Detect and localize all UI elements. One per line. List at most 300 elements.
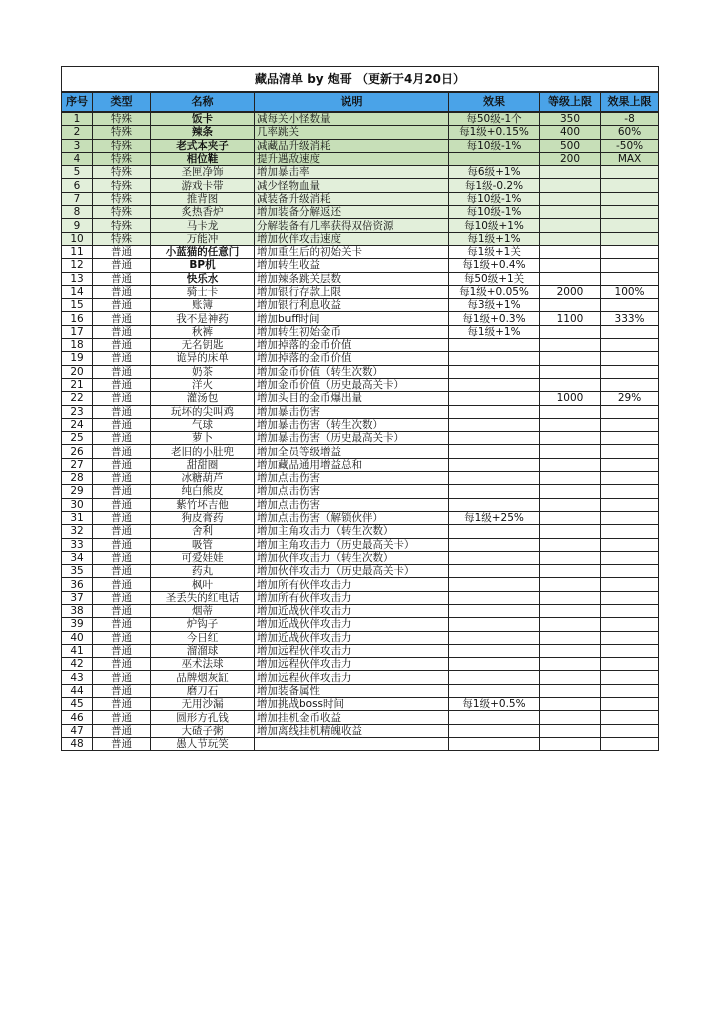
cell-name: 玩坏的尖叫鸡: [151, 405, 255, 418]
cell-effect-cap: 333%: [601, 312, 659, 325]
table-row: [62, 432, 659, 445]
cell-type: 普通: [93, 711, 151, 724]
cell-effect-cap: [601, 618, 659, 631]
cell-effect-cap: [601, 365, 659, 378]
cell-type: 普通: [93, 578, 151, 591]
table-row: [62, 272, 659, 285]
cell-level-cap: [540, 232, 601, 245]
cell-effect: [449, 378, 540, 391]
cell-desc: 增加重生后的初始关卡: [255, 245, 449, 258]
cell-desc: 增加银行利息收益: [255, 299, 449, 312]
cell-effect-cap: 60%: [601, 126, 659, 139]
header-effect: 效果: [449, 92, 540, 112]
table-row: [62, 724, 659, 737]
cell-effect: [449, 737, 540, 750]
cell-level-cap: [540, 538, 601, 551]
table-row: [62, 219, 659, 232]
cell-effect-cap: [601, 604, 659, 617]
cell-desc: [255, 737, 449, 750]
cell-effect-cap: [601, 339, 659, 352]
cell-effect: [449, 472, 540, 485]
cell-no: 16: [62, 312, 93, 325]
cell-desc: 增加点击伤害: [255, 485, 449, 498]
cell-no: 30: [62, 498, 93, 511]
cell-effect-cap: [601, 405, 659, 418]
cell-level-cap: 2000: [540, 285, 601, 298]
cell-name: 大碴子粥: [151, 724, 255, 737]
cell-no: 40: [62, 631, 93, 644]
cell-name: BP机: [151, 259, 255, 272]
cell-name: 诡异的床单: [151, 352, 255, 365]
cell-name: 品牌烟灰缸: [151, 671, 255, 684]
cell-effect-cap: [601, 551, 659, 564]
cell-type: 特殊: [93, 112, 151, 126]
cell-effect: [449, 658, 540, 671]
cell-desc: 增加伙伴攻击力（历史最高关卡）: [255, 565, 449, 578]
cell-effect: 每1级+0.3%: [449, 312, 540, 325]
cell-effect: [449, 631, 540, 644]
table-row: [62, 485, 659, 498]
cell-effect-cap: [601, 631, 659, 644]
cell-desc: 增加掉落的金币价值: [255, 339, 449, 352]
cell-type: 特殊: [93, 179, 151, 192]
cell-name: 马卡龙: [151, 219, 255, 232]
cell-type: 普通: [93, 285, 151, 298]
cell-name: 秋裤: [151, 325, 255, 338]
cell-level-cap: [540, 511, 601, 524]
cell-desc: 增加暴击伤害: [255, 405, 449, 418]
cell-effect: [449, 445, 540, 458]
cell-desc: 减装备升级消耗: [255, 192, 449, 205]
table-row: [62, 711, 659, 724]
cell-effect-cap: [601, 485, 659, 498]
cell-type: 普通: [93, 737, 151, 750]
cell-desc: 减藏品升级消耗: [255, 139, 449, 152]
cell-no: 32: [62, 525, 93, 538]
cell-name: 磨刀石: [151, 684, 255, 697]
cell-level-cap: [540, 259, 601, 272]
cell-no: 6: [62, 179, 93, 192]
cell-no: 12: [62, 259, 93, 272]
cell-name: 溜溜球: [151, 644, 255, 657]
cell-no: 3: [62, 139, 93, 152]
cell-effect-cap: [601, 498, 659, 511]
cell-desc: 增加点击伤害: [255, 472, 449, 485]
cell-effect: 每10级+1%: [449, 219, 540, 232]
cell-level-cap: [540, 245, 601, 258]
sheet-title: 藏品清单 by 炮哥 （更新于4月20日）: [62, 67, 659, 93]
cell-no: 14: [62, 285, 93, 298]
cell-no: 11: [62, 245, 93, 258]
cell-no: 48: [62, 737, 93, 750]
cell-no: 47: [62, 724, 93, 737]
cell-level-cap: [540, 591, 601, 604]
table-row: [62, 126, 659, 139]
cell-desc: 增加点击伤害: [255, 498, 449, 511]
table-row: [62, 458, 659, 471]
cell-level-cap: [540, 458, 601, 471]
cell-effect: [449, 551, 540, 564]
cell-name: 辣条: [151, 126, 255, 139]
cell-no: 44: [62, 684, 93, 697]
cell-effect: 每1级+0.05%: [449, 285, 540, 298]
table-row: [62, 698, 659, 711]
header-desc: 说明: [255, 92, 449, 112]
cell-level-cap: [540, 644, 601, 657]
cell-level-cap: [540, 179, 601, 192]
cell-no: 1: [62, 112, 93, 126]
cell-no: 41: [62, 644, 93, 657]
table-row: [62, 445, 659, 458]
cell-name: 紫竹坏吉他: [151, 498, 255, 511]
table-row: [62, 139, 659, 152]
cell-type: 普通: [93, 724, 151, 737]
cell-level-cap: [540, 206, 601, 219]
cell-desc: 增加挑战boss时间: [255, 698, 449, 711]
table-row: [62, 565, 659, 578]
cell-name: 炉钩子: [151, 618, 255, 631]
cell-name: 游戏卡带: [151, 179, 255, 192]
cell-effect-cap: [601, 711, 659, 724]
cell-desc: 增加远程伙伴攻击力: [255, 671, 449, 684]
cell-desc: 提升遇敌速度: [255, 152, 449, 165]
table-row: [62, 578, 659, 591]
cell-desc: 增加转生收益: [255, 259, 449, 272]
cell-name: 狗皮膏药: [151, 511, 255, 524]
cell-effect: 每3级+1%: [449, 299, 540, 312]
table-row: [62, 152, 659, 165]
cell-level-cap: [540, 166, 601, 179]
cell-effect: 每1级-0.2%: [449, 179, 540, 192]
cell-effect: [449, 392, 540, 405]
cell-no: 19: [62, 352, 93, 365]
table-row: [62, 604, 659, 617]
cell-effect: [449, 432, 540, 445]
cell-effect: [449, 671, 540, 684]
cell-type: 特殊: [93, 126, 151, 139]
cell-name: 万能冲: [151, 232, 255, 245]
cell-no: 28: [62, 472, 93, 485]
table-row: [62, 644, 659, 657]
cell-desc: 增加主角攻击力（转生次数）: [255, 525, 449, 538]
table-row: [62, 112, 659, 126]
cell-level-cap: [540, 578, 601, 591]
cell-no: 45: [62, 698, 93, 711]
cell-effect-cap: [601, 179, 659, 192]
table-row: [62, 418, 659, 431]
table-row: [62, 631, 659, 644]
table-row: [62, 325, 659, 338]
cell-level-cap: [540, 724, 601, 737]
cell-desc: 增加全员等级增益: [255, 445, 449, 458]
cell-no: 9: [62, 219, 93, 232]
cell-level-cap: [540, 485, 601, 498]
cell-level-cap: 350: [540, 112, 601, 126]
cell-name: 可爱娃娃: [151, 551, 255, 564]
cell-type: 普通: [93, 565, 151, 578]
cell-effect-cap: MAX: [601, 152, 659, 165]
cell-effect: [449, 591, 540, 604]
cell-level-cap: [540, 551, 601, 564]
cell-type: 普通: [93, 591, 151, 604]
header-type: 类型: [93, 92, 151, 112]
cell-desc: 增加伙伴攻击力（转生次数）: [255, 551, 449, 564]
table-row: [62, 525, 659, 538]
cell-effect: 每1级+1%: [449, 232, 540, 245]
cell-type: 普通: [93, 405, 151, 418]
cell-name: 巫术法球: [151, 658, 255, 671]
cell-name: 烟蒂: [151, 604, 255, 617]
cell-no: 7: [62, 192, 93, 205]
cell-desc: 分解装备有几率获得双倍资源: [255, 219, 449, 232]
cell-type: 普通: [93, 618, 151, 631]
cell-effect: 每1级+1关: [449, 245, 540, 258]
cell-desc: 增加暴击伤害（转生次数）: [255, 418, 449, 431]
cell-effect: [449, 458, 540, 471]
cell-effect: [449, 418, 540, 431]
cell-type: 普通: [93, 631, 151, 644]
cell-name: 无用沙漏: [151, 698, 255, 711]
table-row: [62, 618, 659, 631]
cell-level-cap: [540, 658, 601, 671]
cell-no: 18: [62, 339, 93, 352]
cell-effect-cap: [601, 698, 659, 711]
header-effect-cap: 效果上限: [601, 92, 659, 112]
cell-level-cap: [540, 272, 601, 285]
cell-name: 奶茶: [151, 365, 255, 378]
cell-effect-cap: [601, 658, 659, 671]
cell-name: 饭卡: [151, 112, 255, 126]
cell-no: 37: [62, 591, 93, 604]
cell-level-cap: [540, 631, 601, 644]
cell-name: 吸管: [151, 538, 255, 551]
cell-effect-cap: [601, 192, 659, 205]
cell-name: 气球: [151, 418, 255, 431]
cell-effect-cap: [601, 737, 659, 750]
cell-no: 24: [62, 418, 93, 431]
cell-desc: 增加离线挂机精魄收益: [255, 724, 449, 737]
cell-name: 药丸: [151, 565, 255, 578]
cell-desc: 增加暴击率: [255, 166, 449, 179]
cell-desc: 增加头目的金币爆出量: [255, 392, 449, 405]
cell-name: 今日红: [151, 631, 255, 644]
cell-type: 普通: [93, 498, 151, 511]
cell-type: 普通: [93, 698, 151, 711]
cell-effect: [449, 538, 540, 551]
cell-type: 普通: [93, 551, 151, 564]
table-row: [62, 352, 659, 365]
cell-effect: [449, 352, 540, 365]
cell-type: 特殊: [93, 219, 151, 232]
cell-effect: [449, 365, 540, 378]
cell-no: 21: [62, 378, 93, 391]
cell-desc: 增加装备属性: [255, 684, 449, 697]
cell-no: 26: [62, 445, 93, 458]
cell-no: 20: [62, 365, 93, 378]
cell-no: 10: [62, 232, 93, 245]
table-row: [62, 232, 659, 245]
cell-type: 普通: [93, 445, 151, 458]
cell-type: 普通: [93, 644, 151, 657]
cell-type: 普通: [93, 511, 151, 524]
cell-name: 萝卜: [151, 432, 255, 445]
cell-desc: 增加金币价值（历史最高关卡）: [255, 378, 449, 391]
cell-effect: [449, 604, 540, 617]
cell-type: 特殊: [93, 206, 151, 219]
cell-effect: [449, 711, 540, 724]
cell-name: 圣匣净饰: [151, 166, 255, 179]
cell-level-cap: [540, 445, 601, 458]
cell-name: 洋火: [151, 378, 255, 391]
cell-effect-cap: [601, 378, 659, 391]
cell-effect: [449, 618, 540, 631]
cell-no: 13: [62, 272, 93, 285]
cell-effect: [449, 644, 540, 657]
cell-type: 普通: [93, 299, 151, 312]
table-row: [62, 285, 659, 298]
cell-no: 43: [62, 671, 93, 684]
cell-level-cap: [540, 405, 601, 418]
cell-no: 17: [62, 325, 93, 338]
cell-effect-cap: [601, 166, 659, 179]
table-row: [62, 392, 659, 405]
cell-level-cap: 1100: [540, 312, 601, 325]
cell-effect-cap: [601, 591, 659, 604]
cell-name: 老式本夹子: [151, 139, 255, 152]
cell-desc: 增加转生初始金币: [255, 325, 449, 338]
cell-effect-cap: [601, 671, 659, 684]
table-row: [62, 339, 659, 352]
cell-effect-cap: [601, 206, 659, 219]
cell-name: 老旧的小肚兜: [151, 445, 255, 458]
cell-type: 普通: [93, 418, 151, 431]
cell-desc: 减少怪物血量: [255, 179, 449, 192]
cell-desc: 增加所有伙伴攻击力: [255, 578, 449, 591]
cell-level-cap: [540, 671, 601, 684]
cell-level-cap: [540, 352, 601, 365]
cell-desc: 增加近战伙伴攻击力: [255, 631, 449, 644]
table-row: [62, 245, 659, 258]
cell-level-cap: [540, 192, 601, 205]
table-row: [62, 684, 659, 697]
cell-name: 圆形方孔钱: [151, 711, 255, 724]
cell-effect-cap: [601, 458, 659, 471]
table-row: [62, 737, 659, 750]
cell-type: 特殊: [93, 232, 151, 245]
cell-no: 4: [62, 152, 93, 165]
cell-desc: 增加点击伤害（解锁伙伴）: [255, 511, 449, 524]
cell-level-cap: [540, 565, 601, 578]
cell-effect: 每1级+0.15%: [449, 126, 540, 139]
collection-table: [61, 66, 659, 751]
header-level-cap: 等级上限: [540, 92, 601, 112]
cell-level-cap: [540, 711, 601, 724]
cell-name: 愚人节玩笑: [151, 737, 255, 750]
table-row: [62, 591, 659, 604]
cell-level-cap: 1000: [540, 392, 601, 405]
cell-type: 普通: [93, 365, 151, 378]
cell-name: 账簿: [151, 299, 255, 312]
cell-level-cap: [540, 378, 601, 391]
cell-effect: [449, 565, 540, 578]
cell-desc: 增加暴击伤害（历史最高关卡）: [255, 432, 449, 445]
cell-name: 纯白熊皮: [151, 485, 255, 498]
cell-effect: 每50级+1关: [449, 272, 540, 285]
cell-level-cap: [540, 604, 601, 617]
cell-name: 枫叶: [151, 578, 255, 591]
cell-effect-cap: [601, 684, 659, 697]
cell-type: 特殊: [93, 192, 151, 205]
cell-effect-cap: -50%: [601, 139, 659, 152]
cell-effect-cap: [601, 352, 659, 365]
header-no: 序号: [62, 92, 93, 112]
cell-effect: 每1级+25%: [449, 511, 540, 524]
cell-no: 22: [62, 392, 93, 405]
cell-name: 推背图: [151, 192, 255, 205]
header-name: 名称: [151, 92, 255, 112]
cell-effect: 每10级-1%: [449, 206, 540, 219]
cell-type: 普通: [93, 458, 151, 471]
cell-effect-cap: [601, 418, 659, 431]
cell-no: 15: [62, 299, 93, 312]
cell-type: 普通: [93, 604, 151, 617]
cell-type: 普通: [93, 245, 151, 258]
cell-effect: 每6级+1%: [449, 166, 540, 179]
cell-effect-cap: [601, 259, 659, 272]
cell-type: 普通: [93, 658, 151, 671]
cell-no: 2: [62, 126, 93, 139]
cell-effect-cap: [601, 219, 659, 232]
cell-level-cap: [540, 684, 601, 697]
cell-desc: 增加主角攻击力（历史最高关卡）: [255, 538, 449, 551]
cell-type: 普通: [93, 392, 151, 405]
cell-type: 普通: [93, 472, 151, 485]
cell-effect: [449, 405, 540, 418]
table-row: [62, 206, 659, 219]
cell-no: 35: [62, 565, 93, 578]
cell-desc: 增加buff时间: [255, 312, 449, 325]
cell-type: 普通: [93, 339, 151, 352]
cell-name: 甜甜圈: [151, 458, 255, 471]
cell-name: 舍利: [151, 525, 255, 538]
cell-level-cap: 400: [540, 126, 601, 139]
cell-type: 普通: [93, 325, 151, 338]
cell-no: 31: [62, 511, 93, 524]
cell-desc: 增加伙伴攻击速度: [255, 232, 449, 245]
cell-level-cap: 500: [540, 139, 601, 152]
cell-desc: 几率跳关: [255, 126, 449, 139]
cell-level-cap: [540, 418, 601, 431]
cell-level-cap: [540, 339, 601, 352]
cell-effect: [449, 339, 540, 352]
cell-level-cap: [540, 365, 601, 378]
cell-type: 普通: [93, 259, 151, 272]
cell-level-cap: [540, 525, 601, 538]
cell-name: 灌汤包: [151, 392, 255, 405]
cell-desc: 增加近战伙伴攻击力: [255, 604, 449, 617]
cell-type: 普通: [93, 272, 151, 285]
cell-desc: 增加挂机金币收益: [255, 711, 449, 724]
table-row: [62, 166, 659, 179]
cell-effect-cap: [601, 299, 659, 312]
cell-level-cap: [540, 219, 601, 232]
cell-name: 圣丢失的红电话: [151, 591, 255, 604]
cell-effect-cap: 29%: [601, 392, 659, 405]
cell-level-cap: [540, 472, 601, 485]
cell-effect: 每1级+1%: [449, 325, 540, 338]
cell-level-cap: [540, 299, 601, 312]
cell-no: 29: [62, 485, 93, 498]
